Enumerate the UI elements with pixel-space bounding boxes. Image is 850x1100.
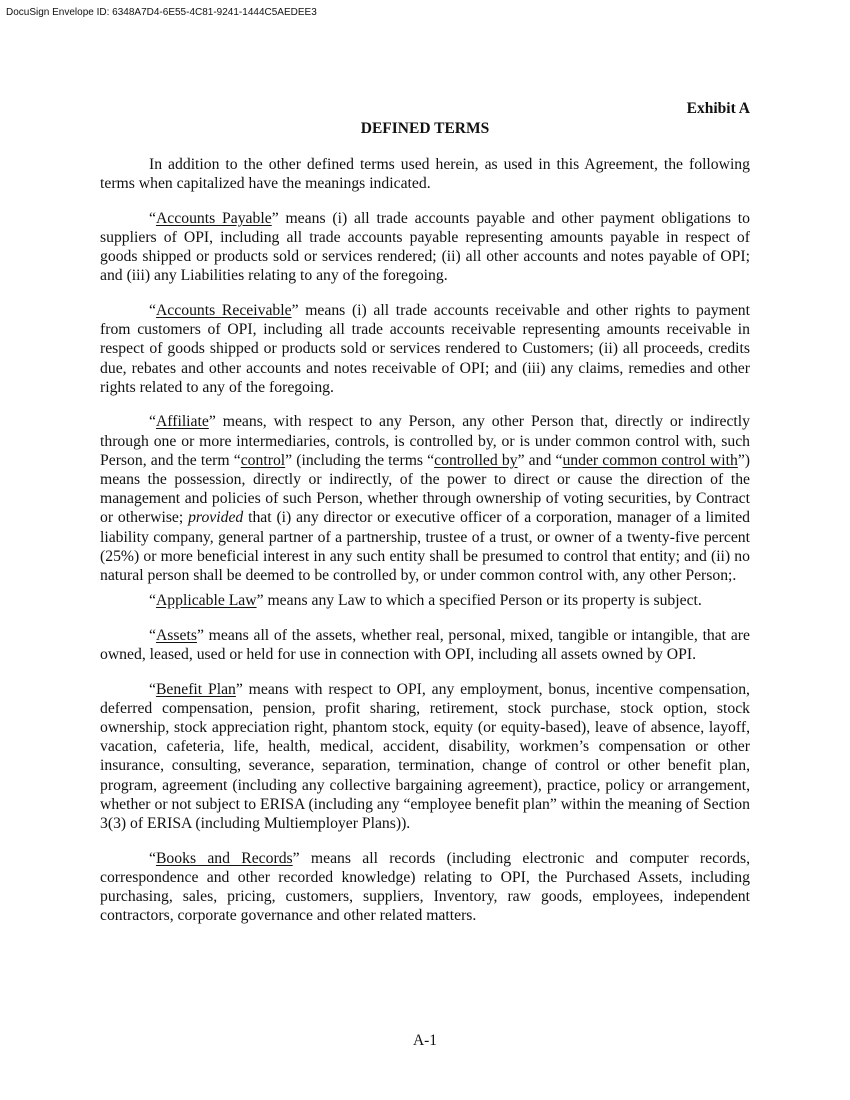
intro-paragraph: In addition to the other defined terms used herein, as used in this Agreement, the following terms when capitalized have the meanings indicated.: [100, 156, 750, 193]
defined-term: Affiliate: [155, 413, 209, 431]
definition-benefit-plan: “Benefit Plan” means with respect to OPI, any employment, bonus, incentive compensation, deferred compensation, pension, profit sharing, retirement, stock purchase, stock option, stock ownership, stock appreciation right, phantom stock, equity (or equity-based), leave of absence, layoff, vacation, cafeteria, life, health, medical, accident, disability, workmen’s compensation or other insurance, consulting, severance, separation, termination, change of control or other benefit plan, program, agreement (including any collective bargaining agreement), practice, policy or arrangement, whether or not subject to ERISA (including any “employee benefit plan” within the meaning of Section 3(3) of ERISA (including Multiemployer Plans)).: [100, 680, 750, 833]
definition-applicable-law: “Applicable Law” means any Law to which a specified Person or its property is subject.: [149, 592, 702, 610]
defined-term: Accounts Receivable: [155, 302, 292, 319]
defined-term: control: [240, 451, 286, 469]
defined-term: controlled by: [434, 451, 518, 469]
defined-term: under common control with: [562, 451, 738, 469]
definition-books-and-records: “Books and Records” means all records (including electronic and computer records, correspondence and other recorded knowledge) relating to OPI, the Purchased Assets, including purchasing, sales, pricing, customers, suppliers, Inventory, raw goods, employees, independent contractors, corporate governance and other related matters.: [100, 849, 751, 925]
definition-assets: “Assets” means all of the assets, whether real, personal, mixed, tangible or intangible, that are owned, leased, used or held for use in connection with OPI, including all assets owned by OPI.: [100, 626, 750, 664]
definition-text: ” means (i) all trade accounts receivable and other rights to payment from customers of OPI, including all trade accounts receivable representing amounts receivable in respect of goods shipped or products sold or services rendered to Customers; (ii) all proceeds, credits due, rebates and other accounts and notes receivable of OPI; and (iii) any claims, remedies and other rights related to any of the foregoing.: [100, 302, 750, 396]
definition-affiliate: “Affiliate” means, with respect to any Person, any other Person that, directly or indirectly through one or more intermediaries, controls, is controlled by, or is under common control with, such Person, and the term “control” (including the terms “controlled by” and “under common control with”) means the possession, directly or indirectly, of the power to direct or cause the direction of the management and policies of such Person, whether through ownership of voting securities, by Contract or otherwise; provided that (i) any director or executive officer of a corporation, manager of a limited liability company, general partner of a partnership, trustee of a trust, or owner of a twenty-five percent (25%) or more beneficial interest in any such entity shall be presumed to control that entity; and (ii) no natural person shall be deemed to be controlled by, or under common control with, any other Person;.: [100, 413, 750, 585]
defined-term: Books and Records: [155, 849, 293, 867]
definition-text: ” means, with respect to any Person, any other Person that, directly or indirectly through one or more intermediaries, controls, is controlled by, or is under common control with, such Person, and the term “: [100, 413, 750, 469]
definition-accounts-payable: “Accounts Payable” means (i) all trade accounts payable and other payment obligations to suppliers of OPI, including all trade accounts payable representing amounts payable in respect of goods shipped or products sold or services rendered; (ii) all other accounts and notes payable of OPI; and (iii) any Liabilities relating to any of the foregoing.: [100, 209, 750, 285]
provided-italic: provided: [188, 509, 244, 527]
definition-text: ” means all records (including electronic and computer records, correspondence and other recorded knowledge) relating to OPI, the Purchased Assets, including purchasing, sales, pricing, customers, suppliers, Inventory, raw goods, employees, independent contractors, corporate governance and other related matters.: [100, 849, 751, 925]
definition-text: that (i) any director or executive officer of a corporation, manager of a limited liability company, general partner of a partnership, trustee of a trust, or owner of a twenty-five percent (25%) or more beneficial interest in any such entity shall be presumed to control that entity; and (ii) no natural person shall be deemed to be controlled by, or under common control with, any other Person;.: [100, 509, 750, 585]
docusign-envelope-id: DocuSign Envelope ID: 6348A7D4-6E55-4C81-9241-1444C5AEDEE3: [6, 7, 317, 18]
definition-text: ”) means the possession, directly or indirectly, of the power to direct or cause the direction of the management and policies of such Person, whether through ownership of voting securities, by Contract or otherwise;: [100, 451, 750, 527]
definition-text: ” (including the terms “: [285, 451, 435, 469]
exhibit-label: Exhibit A: [686, 100, 750, 117]
defined-term: Assets: [155, 626, 197, 644]
page-number: A-1: [412, 1032, 438, 1049]
defined-term: Accounts Payable: [155, 209, 272, 227]
definition-text: ” means any Law to which a specified Person or its property is subject.: [256, 592, 702, 610]
document-body: [100, 155, 750, 941]
definition-text: ” means (i) all trade accounts payable and other payment obligations to suppliers of OPI, including all trade accounts payable representing amounts payable in respect of goods shipped or products sold or services rendered; (ii) all other accounts and notes payable of OPI; and (iii) any Liabilities relating to any of the foregoing.: [100, 209, 750, 285]
defined-term: Applicable Law: [155, 592, 257, 610]
definition-text: ” means all of the assets, whether real, personal, mixed, tangible or intangible, that are owned, leased, used or held for use in connection with OPI, including all assets owned by OPI.: [100, 626, 750, 664]
defined-term: Benefit Plan: [155, 680, 236, 698]
definition-text: ” means with respect to OPI, any employment, bonus, incentive compensation, deferred compensation, pension, profit sharing, retirement, stock purchase, stock option, stock ownership, stock appreciation right, phantom stock, equity (or equity-based), leave of absence, layoff, vacation, cafeteria, life, health, medical, accident, disability, workmen’s compensation or other insurance, consulting, severance, separation, termination, change of control or other benefit plan, program, agreement (including any collective bargaining agreement), practice, policy or arrangement, whether or not subject to ERISA (including any “employee benefit plan” within the meaning of Section 3(3) of ERISA (including Multiemployer Plans)).: [100, 680, 750, 833]
definition-text: ” and “: [517, 451, 563, 469]
definition-accounts-receivable: “Accounts Receivable” means (i) all trade accounts receivable and other rights to payment from customers of OPI, including all trade accounts receivable representing amounts receivable in respect of goods shipped or products sold or services rendered to Customers; (ii) all proceeds, credits due, rebates and other accounts and notes receivable of OPI; and (iii) any claims, remedies and other rights related to any of the foregoing.: [100, 302, 750, 396]
page-title: DEFINED TERMS: [360, 120, 490, 137]
